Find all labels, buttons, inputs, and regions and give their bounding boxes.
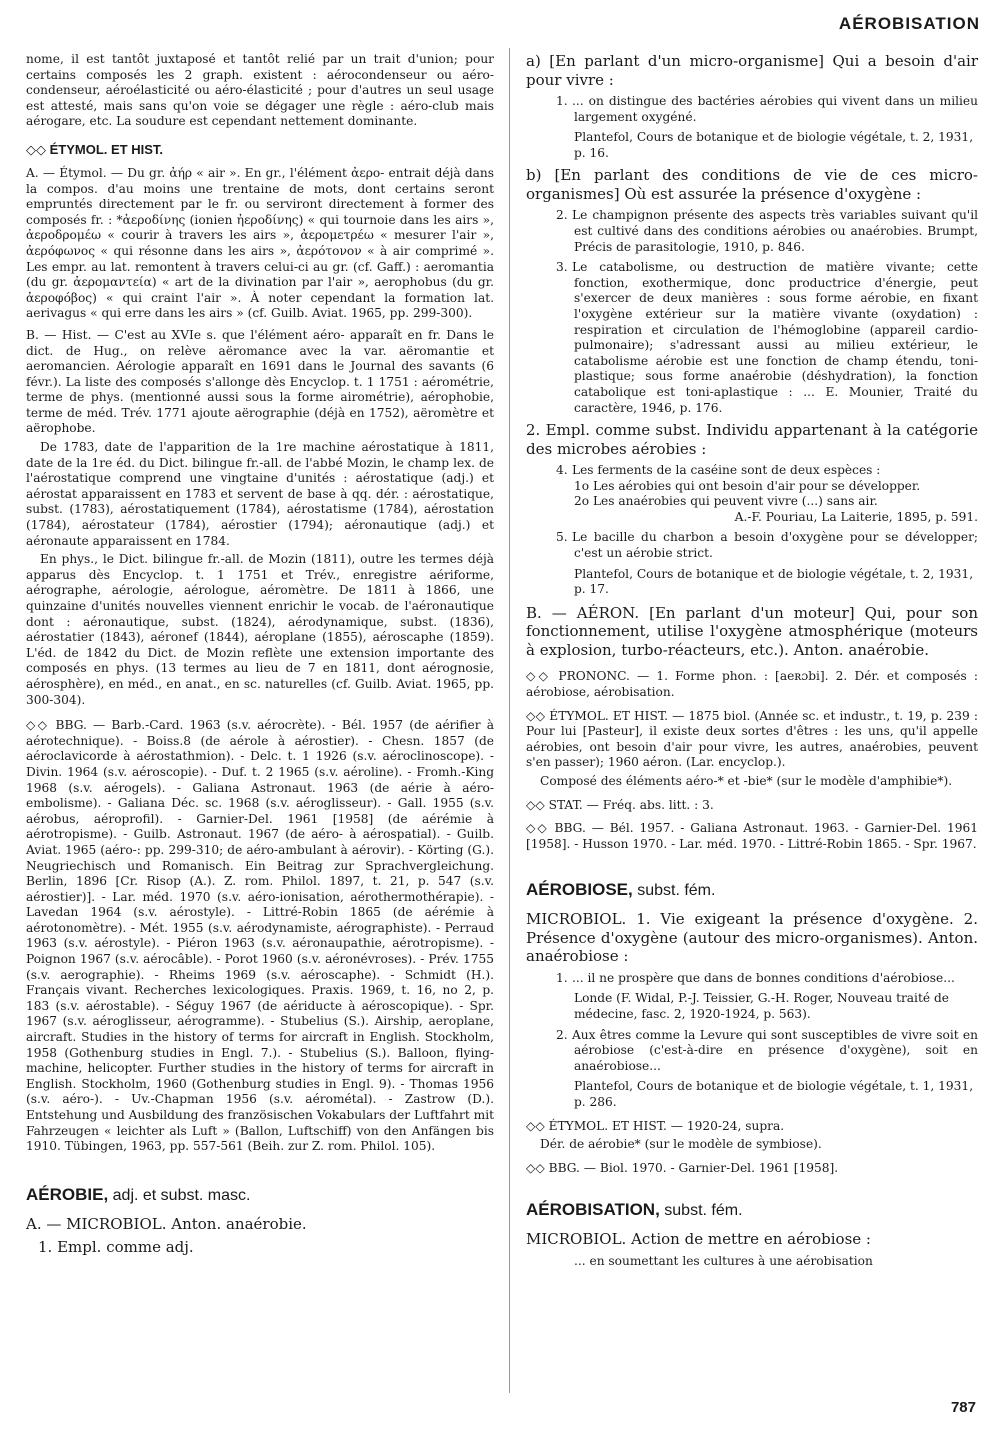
entry-grammar: adj. et subst. masc. [112,1186,251,1204]
entry-grammar: subst. fém. [637,882,716,900]
example-aerobiose-1: 1. ... il ne prospère que dans de bonnes conditions d'aérobiose... [556,970,955,985]
entry-word: AÉROBISATION, [526,1200,660,1220]
definition-b: b) [En parlant des conditions de vie de ces micro-organismes] Où est assurée la présence d'oxygène : [526,166,978,203]
definition-aerobiose: MICROBIOL. 1. Vie exigeant la présence d'oxygène. 2. Présence d'oxygène (autour des micro-organismes). Anton. anaérobiose : [526,910,978,966]
entry-aerobie [26,1185,494,1205]
etymology-aerobiose-derivation: Dér. de aérobie* (sur le modèle de symbiose). [540,1137,822,1152]
etym-heading: ◇◇ ÉTYMOL. ET HIST. [26,141,164,157]
paragraph-intro: nome, il est tantôt juxtaposé et tantôt relié par un trait d'union; pour certains composés les 2 graph. existent : aérocondenseur ou aéro-condenseur, aéroélasticité ou aéro-élasticité ; pour d'autres un seul usage est attesté, mais sans qu'on voie se dégager une règle : aéro-club mais aérogare, etc. La soudure est cependant nettement dominante. [26,52,494,129]
example-5: 5. Le bacille du charbon a besoin d'oxygène pour se développer; c'est un aérobie strict. [556,530,978,561]
entry-word: AÉROBIOSE, [526,880,633,900]
statistics: ◇◇ STAT. — Fréq. abs. litt. : 3. [526,797,714,812]
example-2: 2. Le champignon présente des aspects très variables suivant qu'il est cultivé dans des conditions aérobies ou anaérobies. Brumpt, Précis de parasitologie, 1910, p. 846. [556,208,978,254]
aerobie-section-a: A. — MICROBIOL. Anton. anaérobie. [26,1214,307,1233]
etym-a: A. — Étymol. — Du gr. ἀήρ « air ». En gr., l'élément ἀερο- entrait déjà dans la compos. d'au moins une trentaine de mots, dont certains seront empruntés directement par le fr. ou serviront directement à former des composés fr. : *ἀεροδίνης (ionien ἠεροδίνης) « qui tournoie dans les airs », ἀεροδρομέω « courir à travers les airs », ἀερομετρέω « mesurer l'air », ἀερόφωνος « qui résonne dans les airs », ἀερότονον « à air comprimé ». Les empr. au lat. remontent à travers celui-ci au gr. (cf. Gaff.) : aeromantia (du gr. ἀερομαντεία) « art de la divination par l'air », aerophobus (du gr. ἀεροφόβος) « qui craint l'air ». À noter cependant la formation lat. aerivagus « qui erre dans les airs » (cf. Guilb. Aviat. 1965, pp. 299-300). [26,165,494,321]
aerobie-subsection-1: 1. Empl. comme adj. [38,1238,194,1257]
entry-word: AÉROBIE, [26,1184,109,1204]
etymology-aerobie: ◇◇ ÉTYMOL. ET HIST. — 1875 biol. (Année sc. et industr., t. 19, p. 239 : Pour lui [Pasteur], il existe deux sortes d'êtres : les uns, qu'il appelle aérobies, ont besoin d'air pour vivre, les autres, anaérobies, peuvent s'en passer); 1960 aéron. (Lar. encyclop.). [526,708,978,770]
bibliography-aerobiose: ◇◇ BBG. — Biol. 1970. - Garnier-Del. 1961 [1958]. [526,1160,839,1175]
entry-aerobisation [526,1200,978,1220]
example-5-source: Plantefol, Cours de botanique et de biologie végétale, t. 2, 1931, p. 17. [574,566,974,597]
etymology-aerobiose: ◇◇ ÉTYMOL. ET HIST. — 1920-24, supra. [526,1118,785,1133]
example-4-source: A.-F. Pouriau, La Laiterie, 1895, p. 591. [734,509,978,524]
etym-b-hist: B. — Hist. — C'est au XVIe s. que l'élément aéro- apparaît en fr. Dans le dict. de Hug., on relève aëromance avec la var. aëromantie et aeromancien. Aérologie apparaît en 1691 dans le Journal des savants (6 févr.). La liste des composés s'allonge dès Encyclop. t. 1 1751 : aérométrie, terme de phys. (mentionné aussi sous la forme airométrie), aérophobie, terme de méd. Trév. 1771 ajoute aërographie (déjà en 1752), aëromètre et aërophobe. [26,327,494,436]
definition-aerobisation: MICROBIOL. Action de mettre en aérobiose : [526,1230,871,1249]
etymology-aerobie-composition: Composé des éléments aéro-* et -bie* (sur le modèle d'amphibie*). [540,773,953,788]
pronunciation: ◇◇ PRONONC. — 1. Forme phon. : [aeʀɔbi]. 2. Dér. et composés : aérobiose, aérobisation. [526,669,978,699]
bibliography: ◇◇ BBG. — Barb.-Card. 1963 (s.v. aérocrète). - Bél. 1957 (de aérifier à aérotechnique). - Boiss.8 (de aérole à aérostier). - Chesn. 1857 (de aéroclavicorde à aérostathmion). - Delc. t. 1 1926 (s.v. aéroclinoscope). - Divin. 1964 (s.v. aéroscopie). - Duf. t. 2 1965 (s.v. aéroline). - Fromh.-King 1968 (s.v. aérogels). - Galiana Astronaut. 1963 (de aérie à aéro-embolisme). - Galiana Déc. sc. 1968 (s.v. aéroglisseur). - Gall. 1955 (s.v. aérobus, aéroprofil). - Garnier-Del. 1961 [1958] (de aérémie à aérotropisme). - Guilb. Astronaut. 1967 (de aéro- à aérospatial). - Guilb. Aviat. 1965 (aéro-: pp. 299-310; de aéro-ambulant à aérovir). - Körting (G.). Neugriechisch und Romanisch. Ein Beitrag zur Sprachvergleichung. Berlin, 1896 [Cr. Risop (A.). Z. rom. Philol. 1897, t. 21, p. 547 (s.v. aérostier)]. - Lar. méd. 1970 (s.v. aéro-ionisation, aérothermothérapie). - Lavedan 1964 (s.v. aérostyle). - Littré-Robin 1865 (de aérémie à aérotonomètre). - Mét. 1955 (s.v. aérodynamiste, aérographiste). - Perraud 1963 (s.v. aérostyle). - Piéron 1963 (s.v. aéronaupathie, aérotropisme). - Poignon 1967 (s.v. aérocâble). - Porot 1960 (s.v. aéronévroses). - Prév. 1755 (s.v. aerographie). - Rheims 1969 (s.v. aéroscaphe). - Schmidt (H.). Français vivant. Recherches lexicologiques. Praxis. 1969, t. 16, no 2, p. 183 (s.v. aérostable). - Séguy 1967 (de aériducte à aéroscopique). - Spr. 1967 (s.v. aéroglisseur, aérogramme). - Stubelius (S.). Airship, aeroplane, aircraft. Studies in the history of terms for aircraft in English. Stockholm, 1958 (Gothenburg studies in Engl. 7.). - Stubelius (S.). Balloon, flying-machine, helicopter. Further studies in the history of terms for aircraft in English. Stockholm, 1960 (Gothenburg studies in Engl. 9). - Thomas 1956 (s.v. aéro-). - Uv.-Chapman 1956 (s.v. aérométal). - Zastrow (D.). Entstehung und Ausbildung des französischen Vokabulars der Luftfahrt mit Fahrzeugen « leichter als Luft » (Ballon, Luftschiff) von den Anfängen bis 1910. Tübingen, 1963, pp. 557-561 (Beih. zur Z. rom. Philol. 105). [26,718,494,1154]
page-number: 787 [950,1399,976,1416]
definition-2: 2. Empl. comme subst. Individu appartenant à la catégorie des microbes aérobies : [526,421,978,458]
right-column [526,52,978,1274]
example-aerobiose-1-source: Londe (F. Widal, P.-J. Teissier, G.-H. Roger, Nouveau traité de médecine, fasc. 2, 1920-1924, p. 563). [574,991,949,1021]
example-1: 1. ... on distingue des bactéries aérobies qui vivent dans un milieu largement oxygéné. [556,94,978,124]
etym-b-paragraph-2: De 1783, date de l'apparition de la 1re machine aérostatique à 1811, date de la 1re éd. du Dict. bilingue fr.-all. de l'abbé Mozin, le champ lex. de l'aérostatique comprend une vingtaine d'unités : aérostatique (adj.) et aérostat apparaissent en 1783 et servent de base à qq. dér. : aérostatique, subst. (1783), aérostatiquement (1784), aérostatisme (1784), aérostation (1784), aérostateur (1784), aérostier (1794); aéronautique (adj.) et aéronaute apparaissent en 1784. [26,440,494,548]
example-aerobiose-2: 2. Aux êtres comme la Levure qui sont susceptibles de vivre soit en aérobiose (c'est-à-dire en présence d'oxygène), soit en anaérobiose... [556,1027,978,1073]
example-3: 3. Le catabolisme, ou destruction de matière vivante; cette fonction, exothermique, donc productrice d'énergie, peut s'exercer de deux manières : sous forme aérobie, en fixant l'oxygène extérieur sur la matière vivante (oxydation) : respiration et circulation de l'hémoglobine (appareil cardio-pulmonaire); s'adressant aussi au milieu extérieur, le catabolisme aérobie est une fonction de champ étendu, toni-plastique; sous forme anaérobie (déshydration), la fonction catabolique est toni-aplastique : ... E. Mounier, Traité du caractère, 1946, p. 176. [556,260,978,415]
etym-b-paragraph-3: En phys., le Dict. bilingue fr.-all. de Mozin (1811), outre les termes déjà apparus dès Encyclop. t. 1 1751 et Trév., enregistre aériforme, aérographe, aérologie, aérologue, aéromètre. De 1811 à 1866, une quinzaine d'unités nouvelles viennent enrichir le vocab. de l'aéronautique dont : aéronautique, subst. (1824), aérodynamique, subst. (1836), aérostatier (1843), aéronef (1844), aéroplane (1855), aéroscaphe (1859). L'éd. de 1842 du Dict. de Mozin reflète une extension importante des composés en phys. (13 termes au lieu de 7 en 1811, dont aérognosie, aérosphère), en méd., en anat., en sc. naturelles (cf. Guilb. Aviat. 1965, pp. 300-304). [26,552,494,707]
left-column [26,52,494,1262]
running-head: AÉROBISATION [838,14,980,33]
example-4: 4. Les ferments de la caséine sont de deux espèces : [556,463,881,478]
definition-B-aeron: B. — AÉRON. [En parlant d'un moteur] Qui, pour son fonctionnement, utilise l'oxygène atmosphérique (moteurs à explosion, turbo-réacteurs, etc.). Anton. anaérobie. [526,603,978,659]
example-aerobisation: ... en soumettant les cultures à une aérobisation [574,1253,873,1268]
entry-aerobiose [526,880,978,900]
entry-grammar: subst. fém. [664,1202,743,1220]
example-1-source: Plantefol, Cours de botanique et de biologie végétale, t. 2, 1931, p. 16. [574,130,974,160]
example-aerobiose-2-source: Plantefol, Cours de botanique et de biologie végétale, t. 1, 1931, p. 286. [574,1079,974,1109]
example-4-line-1: 1o Les aérobies qui ont besoin d'air pour se développer. [574,478,921,493]
bibliography-aerobie: ◇◇ BBG. — Bél. 1957. - Galiana Astronaut. 1963. - Garnier-Del. 1961 [1958]. - Husson 1970. - Lar. méd. 1970. - Littré-Robin 1865. - Spr. 1967. [526,821,978,851]
definition-a: a) [En parlant d'un micro-organisme] Qui a besoin d'air pour vivre : [526,52,978,89]
column-separator [509,48,510,1393]
example-4-line-2: 2o Les anaérobies qui peuvent vivre (...) sans air. [574,494,878,509]
